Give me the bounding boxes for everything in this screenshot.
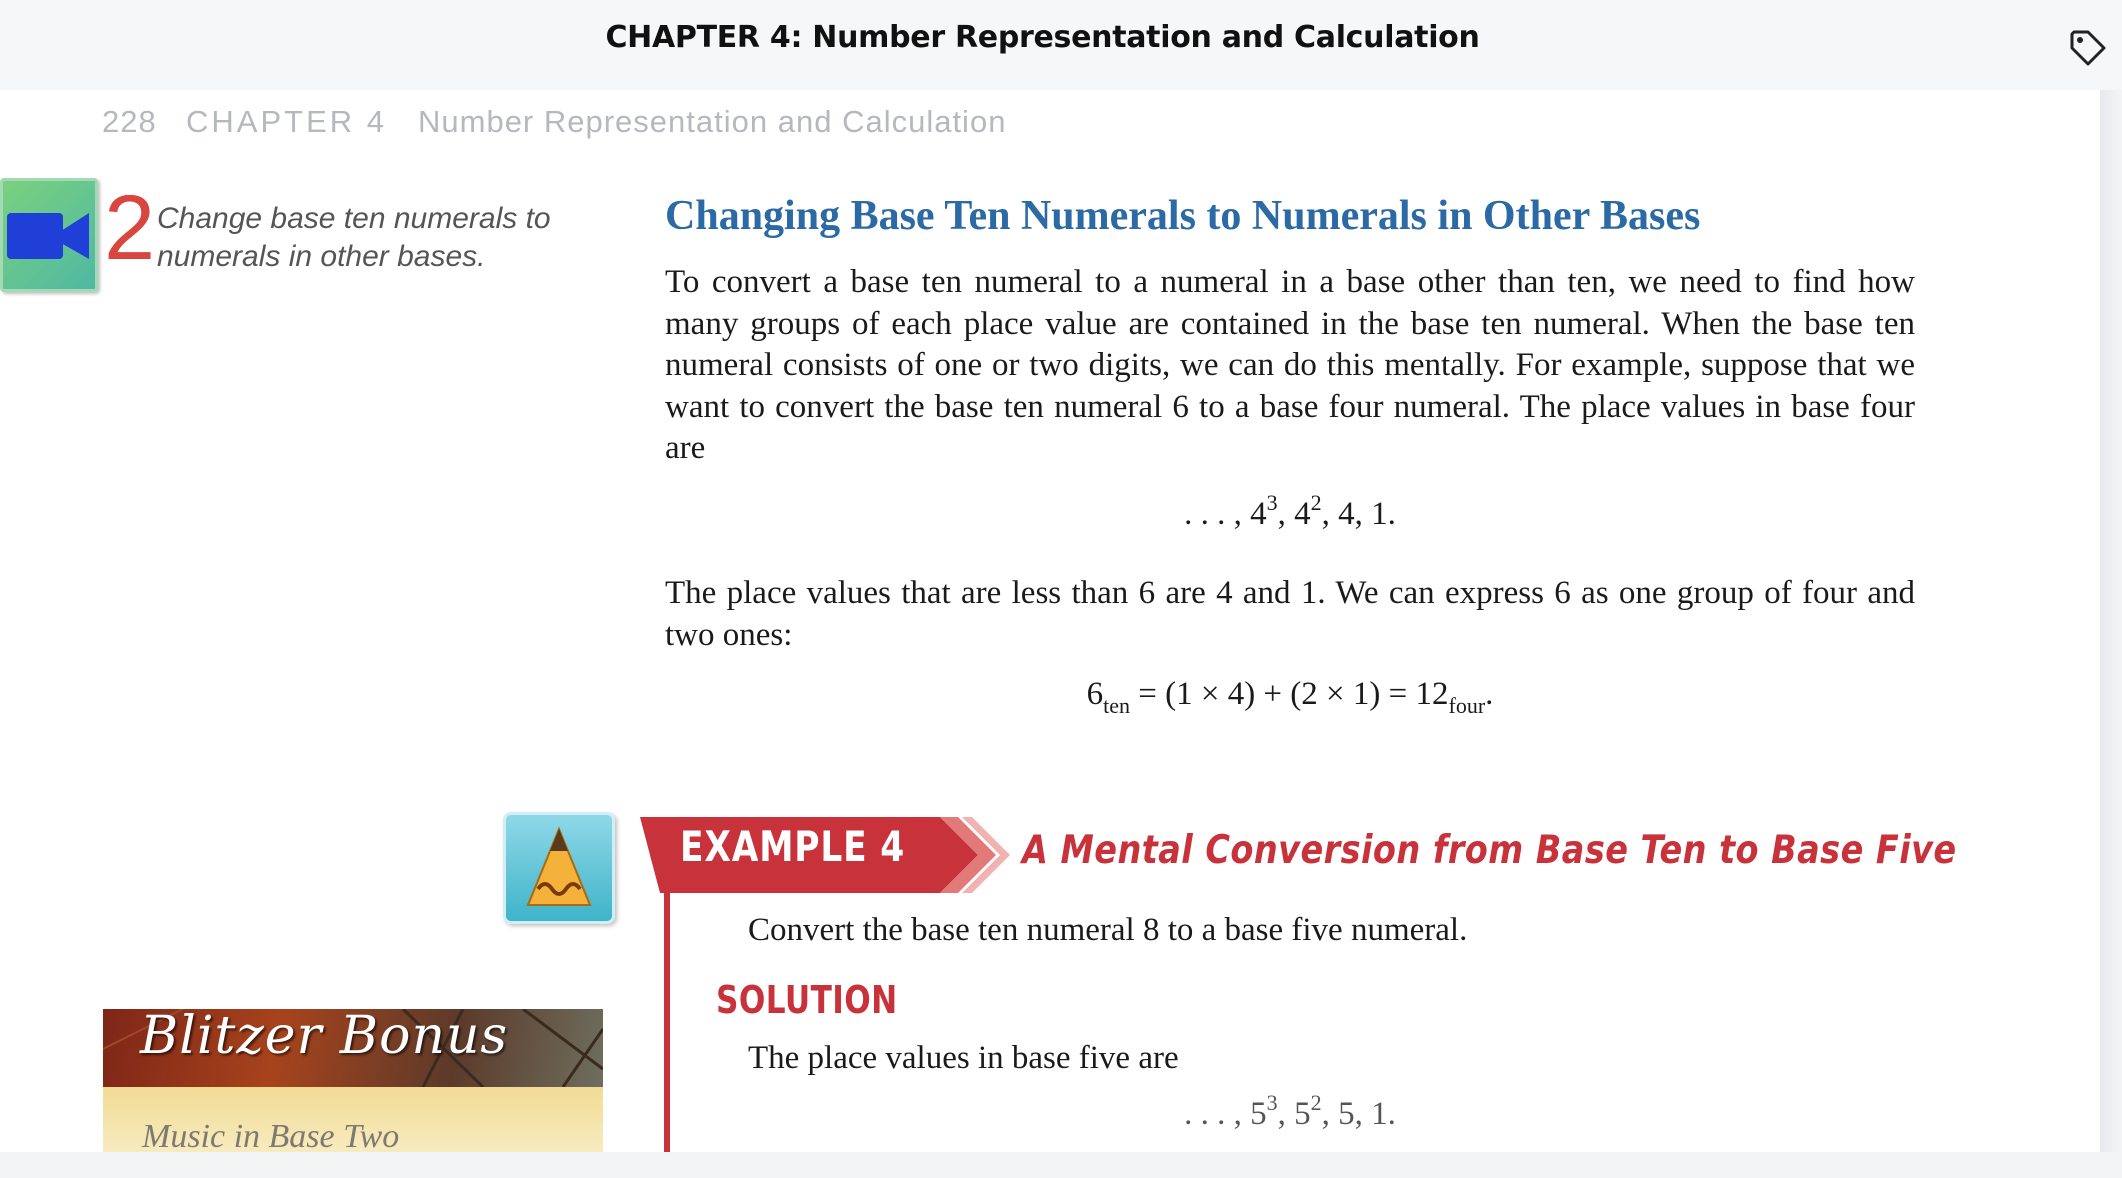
video-camera-icon[interactable] [0,178,98,292]
bonus-title: Blitzer Bonus [140,1006,509,1066]
solution-label: SOLUTION [716,978,898,1022]
solution-text: The place values in base five are [748,1040,1179,1076]
paragraph: To convert a base ten numeral to a numeral in a base other than ten, we need to find how many groups of each place value are contained in the base ten numeral. When the base ten numeral consists of one or two digits, we can do this mentally. For example, suppose that we want to convert the base ten numeral 6 to a base four numeral. The place values in base four are [665,264,1915,466]
tag-icon[interactable] [2068,28,2108,68]
example-title: A Mental Conversion from Base Ten to Base Five [1022,828,1957,873]
bottom-strip [0,1152,2122,1178]
textbook-page [0,90,2100,1152]
page-number: 228 [102,104,157,139]
objective-number: 2 [104,177,156,279]
document-title: CHAPTER 4: Number Representation and Calculation [605,20,1480,55]
running-head-chapter: CHAPTER 4 [186,104,387,139]
section-heading: Changing Base Ten Numerals to Numerals in Other Bases [665,193,1701,239]
running-head-section: Number Representation and Calculation [418,104,1007,139]
page-edge [2100,90,2122,1152]
example-problem: Convert the base ten numeral 8 to a base five numeral. [748,912,1468,948]
running-head [102,104,1006,140]
conversion-equation: $6_{ten} = (1 \times 4) + (2 \times 1) = 12_{four}$. [1086,676,1494,718]
place-values-base-five: . . . , $5^3$, $5^2$, 5, 1. [1184,1090,1396,1132]
objective-text: Change base ten numerals to numerals in other bases. [157,202,551,273]
pencil-tip-icon[interactable] [503,812,615,924]
paragraph: The place values that are less than 6 are 4 and 1. We can express 6 as one group of four and two ones: [665,575,1915,653]
place-values-base-four: . . . , $4^3$, $4^2$, 4, 1. [1184,490,1396,532]
bonus-subtitle: Music in Base Two [142,1118,400,1152]
example-label: EXAMPLE 4 [680,822,906,871]
title-bar [0,0,2122,90]
